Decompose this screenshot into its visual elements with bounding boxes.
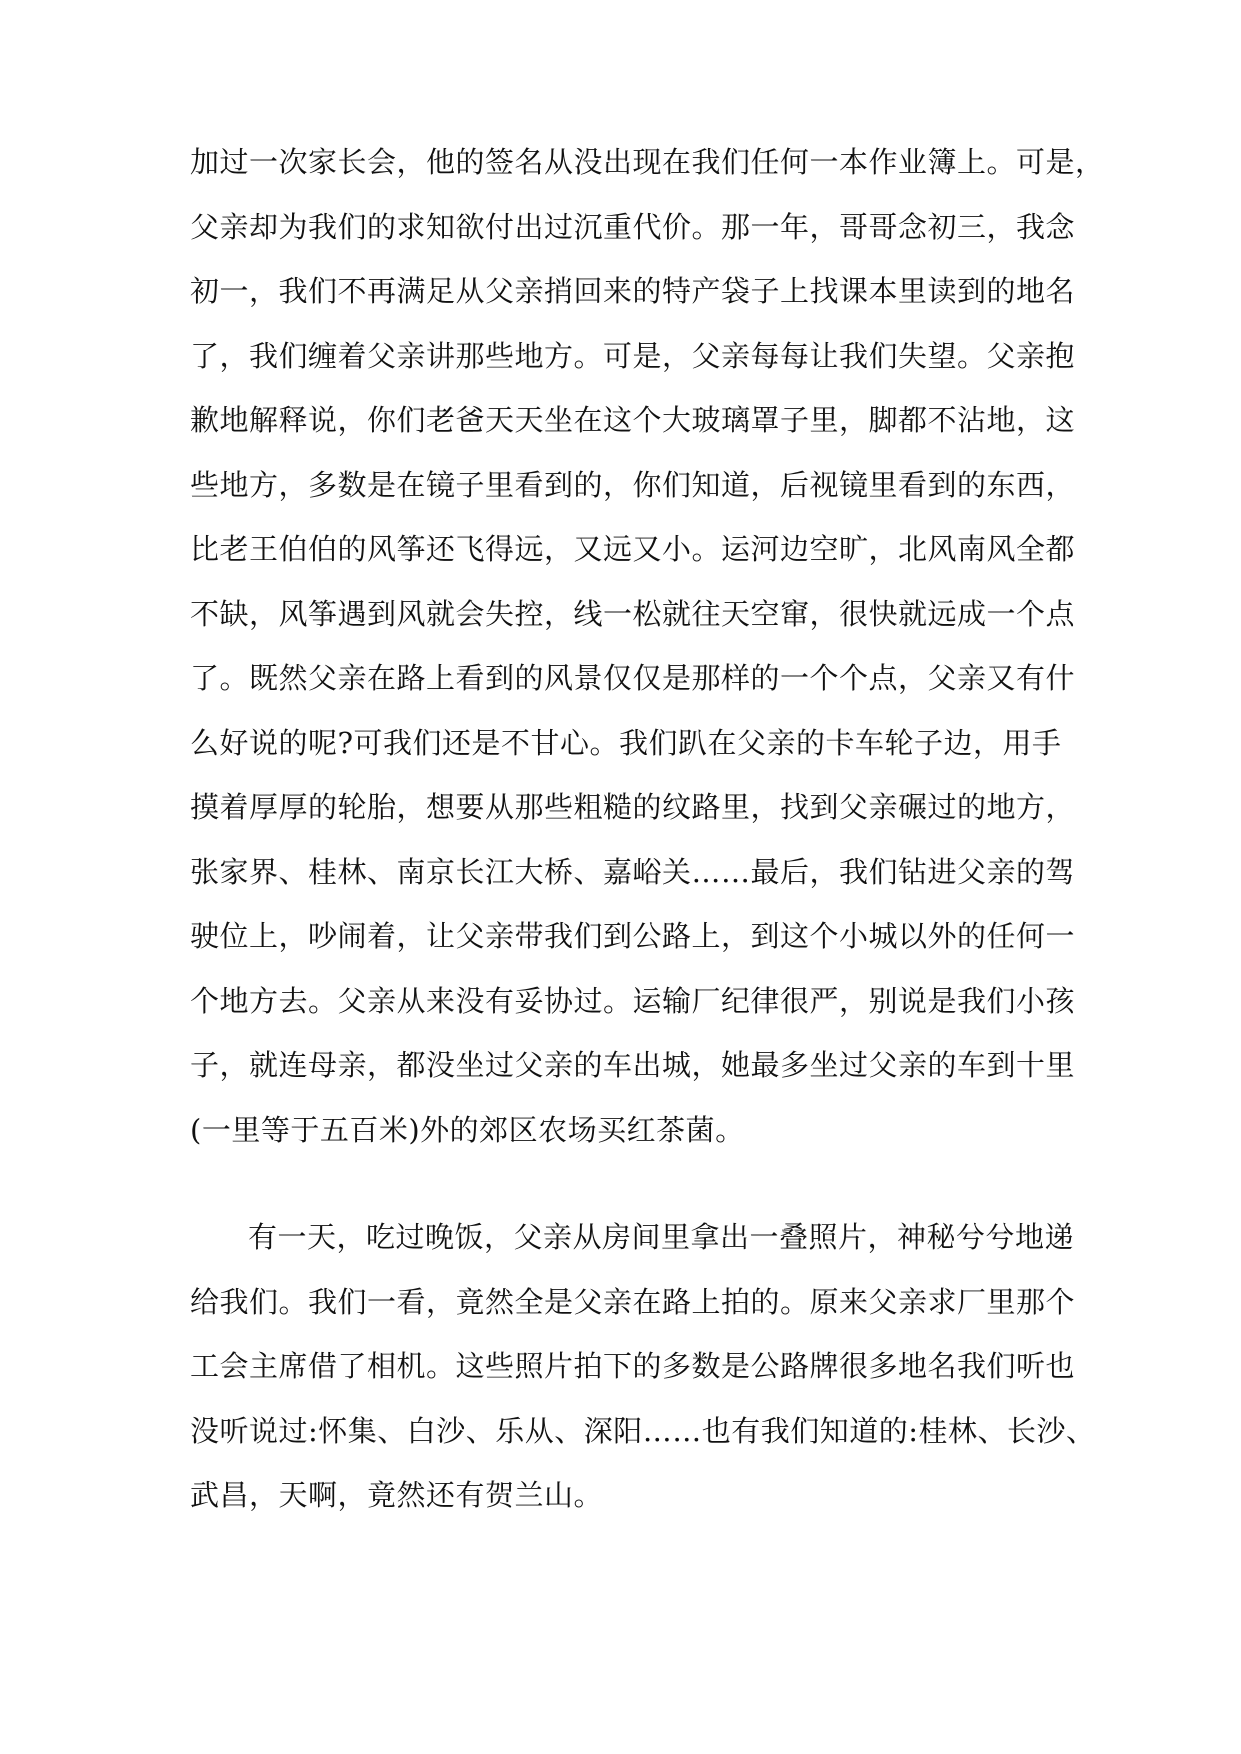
text-line: 给我们。我们一看，竟然全是父亲在路上拍的。原来父亲求厂里那个 — [190, 1284, 1076, 1319]
text-line: 歉地解释说，你们老爸天天坐在这个大玻璃罩子里，脚都不沾地，这 — [190, 403, 1076, 437]
text-line: 比老王伯伯的风筝还飞得远，又远又小。运河边空旷，北风南风全都 — [190, 532, 1076, 566]
text-line: 没听说过:怀集、白沙、乐从、深阳……也有我们知道的:桂林、长沙、 — [190, 1413, 1096, 1448]
text-line: 有一天，吃过晚饭，父亲从房间里拿出一叠照片，神秘兮兮地递 — [248, 1220, 1075, 1254]
paragraph-1 — [190, 130, 1105, 1162]
text-line: 工会主席借了相机。这些照片拍下的多数是公路牌很多地名我们听也 — [190, 1349, 1076, 1383]
text-line: 些地方，多数是在镜子里看到的，你们知道，后视镜里看到的东西， — [190, 467, 1076, 502]
text-line: 加过一次家长会，他的签名从没出现在我们任何一本作业簿上。可是， — [190, 145, 1105, 179]
text-line: 不缺，风筝遇到风就会失控，线一松就往天空窜，很快就远成一个点 — [190, 596, 1076, 631]
text-line: 么好说的呢?可我们还是不甘心。我们趴在父亲的卡车轮子边，用手 — [190, 725, 1062, 760]
text-line: 武昌，天啊，竟然还有贺兰山。 — [190, 1478, 604, 1512]
text-line: (一里等于五百米)外的郊区农场买红茶菌。 — [190, 1112, 745, 1147]
text-line: 张家界、桂林、南京长江大桥、嘉峪关……最后，我们钻进父亲的驾 — [190, 854, 1076, 889]
paragraph-2 — [190, 1205, 1096, 1528]
text-line: 了，我们缠着父亲讲那些地方。可是，父亲每每让我们失望。父亲抱 — [190, 338, 1076, 373]
text-line: 了。既然父亲在路上看到的风景仅仅是那样的一个个点，父亲又有什 — [190, 661, 1076, 695]
text-line: 驶位上，吵闹着，让父亲带我们到公路上，到这个小城以外的任何一 — [190, 919, 1076, 953]
text-line: 摸着厚厚的轮胎，想要从那些粗糙的纹路里，找到父亲碾过的地方， — [190, 790, 1076, 824]
text-line: 个地方去。父亲从来没有妥协过。运输厂纪律很严，别说是我们小孩 — [190, 983, 1076, 1018]
text-line: 初一，我们不再满足从父亲捎回来的特产袋子上找课本里读到的地名 — [190, 274, 1076, 308]
text-line: 子，就连母亲，都没坐过父亲的车出城，她最多坐过父亲的车到十里 — [190, 1048, 1076, 1082]
text-line: 父亲却为我们的求知欲付出过沉重代价。那一年，哥哥念初三，我念 — [190, 209, 1076, 244]
